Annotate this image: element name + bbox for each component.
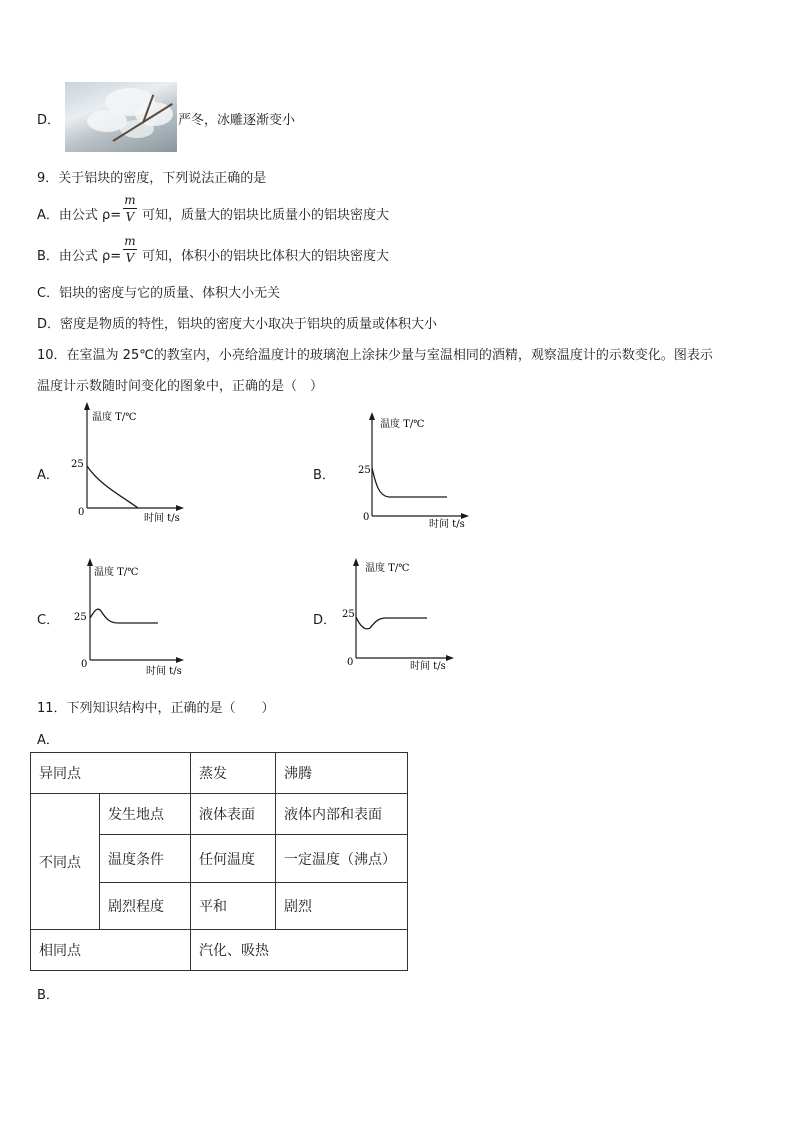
table-cell: 汽化、吸热 bbox=[191, 930, 408, 971]
origin-label: 0 bbox=[78, 507, 85, 518]
y-axis-arrow bbox=[84, 402, 90, 410]
table-cell: 平和 bbox=[191, 883, 276, 930]
x-axis-label: 时间 t/s bbox=[144, 513, 180, 524]
graph-d-label: D． bbox=[313, 613, 337, 628]
q9-option-d: D．密度是物质的特性，铝块的密度大小取决于铝块的质量或体积大小 bbox=[37, 317, 438, 332]
density-formula-b bbox=[123, 234, 137, 265]
x-axis-label: 时间 t/s bbox=[429, 519, 465, 530]
temperature-curve bbox=[90, 609, 158, 623]
formula-numerator: m bbox=[124, 193, 136, 207]
q8-option-d-text: 严冬，冰雕逐渐变小 bbox=[178, 113, 296, 128]
table-cell: 沸腾 bbox=[276, 753, 408, 794]
formula-numerator: m bbox=[124, 234, 136, 248]
graph-b-label: B． bbox=[313, 468, 335, 483]
formula-denominator: V bbox=[125, 251, 135, 265]
origin-label: 0 bbox=[363, 512, 370, 523]
table-cell: 一定温度（沸点） bbox=[276, 835, 408, 883]
y-axis-label: 温度 T/℃ bbox=[94, 567, 139, 578]
q8-option-d-label: D． bbox=[37, 113, 61, 128]
x-axis-arrow bbox=[176, 657, 184, 663]
temperature-curve bbox=[356, 617, 427, 629]
y-tick-25: 25 bbox=[342, 609, 355, 620]
q9-option-a-suffix: 可知，质量大的铝块比质量小的铝块密度大 bbox=[142, 208, 390, 223]
q11-option-a: A． bbox=[37, 733, 59, 748]
table-cell: 发生地点 bbox=[100, 794, 191, 835]
x-axis-arrow bbox=[176, 505, 184, 511]
y-axis-label: 温度 T/℃ bbox=[380, 419, 425, 430]
q10-stem-line2: 温度计示数随时间变化的图象中，正确的是（ ） bbox=[37, 379, 324, 394]
y-axis-arrow bbox=[353, 558, 359, 566]
formula-denominator: V bbox=[125, 210, 135, 224]
y-tick-25: 25 bbox=[358, 465, 371, 476]
q11-option-b: B． bbox=[37, 988, 59, 1003]
table-cell: 任何温度 bbox=[191, 835, 276, 883]
table-cell: 异同点 bbox=[31, 753, 191, 794]
table-cell: 蒸发 bbox=[191, 753, 276, 794]
q9-option-b-suffix: 可知，体积小的铝块比体积大的铝块密度大 bbox=[142, 249, 390, 264]
q9-option-b-prefix: B．由公式 ρ= bbox=[37, 249, 122, 264]
table-cell: 剧烈 bbox=[276, 883, 408, 930]
graph-c bbox=[60, 556, 190, 685]
q11-stem: 11．下列知识结构中，正确的是（ ） bbox=[37, 701, 275, 716]
table-cell: 剧烈程度 bbox=[100, 883, 191, 930]
y-tick-25: 25 bbox=[71, 459, 84, 470]
table-cell: 液体表面 bbox=[191, 794, 276, 835]
origin-label: 0 bbox=[81, 659, 88, 670]
origin-label: 0 bbox=[347, 657, 354, 668]
temperature-curve bbox=[372, 468, 447, 497]
q9-stem: 9．关于铝块的密度，下列说法正确的是 bbox=[37, 171, 267, 186]
table-row bbox=[31, 794, 408, 835]
temperature-curve bbox=[87, 466, 138, 508]
table-cell: 温度条件 bbox=[100, 835, 191, 883]
table-cell-group: 不同点 bbox=[31, 794, 100, 930]
ice-sculpture-photo bbox=[65, 82, 177, 152]
q9-option-a-prefix: A．由公式 ρ= bbox=[37, 208, 122, 223]
table-cell: 相同点 bbox=[31, 930, 191, 971]
x-axis-arrow bbox=[446, 655, 454, 661]
table-row bbox=[31, 753, 408, 794]
y-axis-arrow bbox=[87, 558, 93, 566]
table-row bbox=[31, 930, 408, 971]
table-cell: 液体内部和表面 bbox=[276, 794, 408, 835]
y-axis-label: 温度 T/℃ bbox=[92, 412, 137, 423]
q9-option-c: C．铝块的密度与它的质量、体积大小无关 bbox=[37, 286, 281, 301]
knowledge-structure-table bbox=[30, 752, 408, 971]
graph-d bbox=[330, 556, 460, 685]
q10-stem-line1: 10．在室温为 25℃的教室内，小亮给温度计的玻璃泡上涂抹少量与室温相同的酒精，观察温度计的示数变化。图表示 bbox=[37, 348, 713, 363]
density-formula-a bbox=[123, 193, 137, 224]
x-axis-label: 时间 t/s bbox=[146, 666, 182, 677]
graph-a-label: A． bbox=[37, 468, 59, 483]
y-tick-25: 25 bbox=[74, 612, 87, 623]
graph-c-label: C． bbox=[37, 613, 60, 628]
y-axis-arrow bbox=[369, 412, 375, 420]
graph-a bbox=[60, 400, 190, 529]
y-axis-label: 温度 T/℃ bbox=[365, 563, 410, 574]
graph-b bbox=[345, 410, 475, 539]
x-axis-label: 时间 t/s bbox=[410, 661, 446, 672]
